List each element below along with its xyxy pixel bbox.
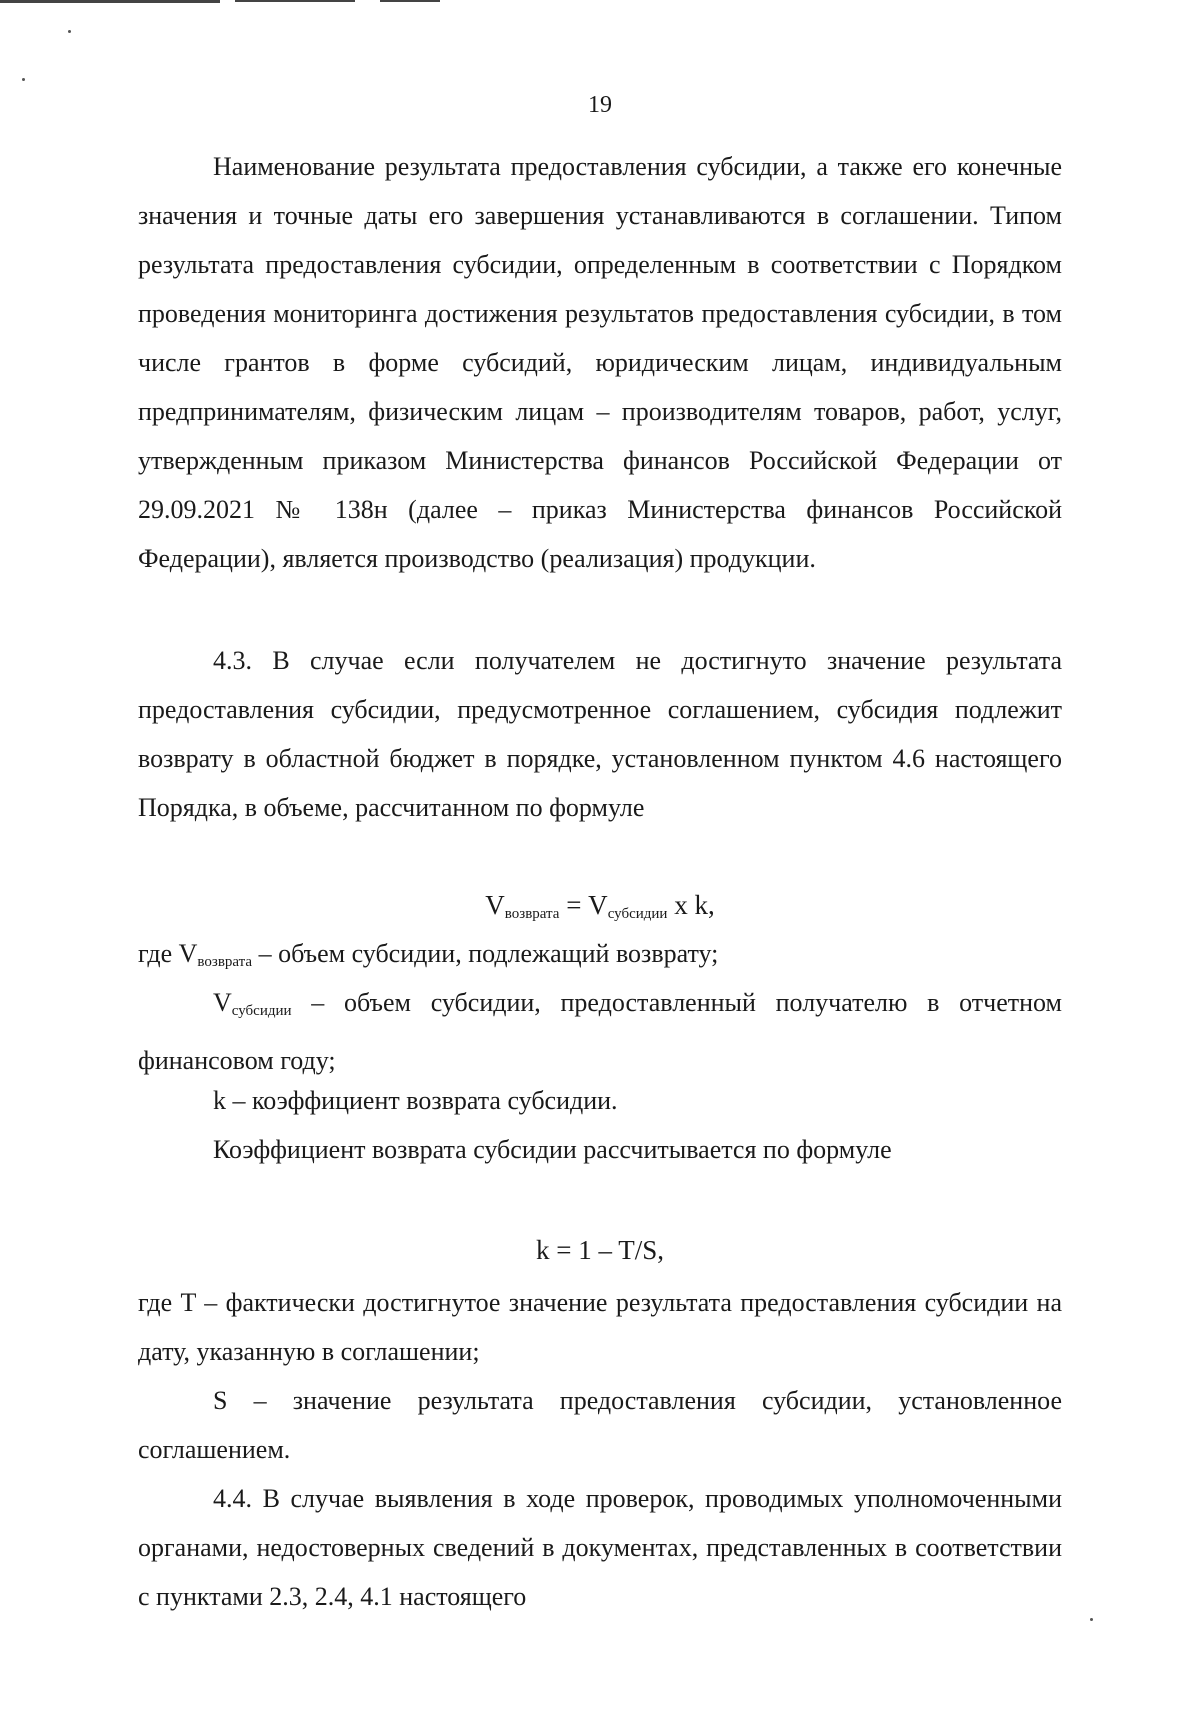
paragraph-result-name: Наименование результата предоставления субсидии, а также его конечные значения и точные даты его завершения устанавливаются в соглашении. Типом результата предоставления субсидии, определенным в соответствии с Порядком проведения мониторинга достижения результатов предоставления субсидии, в том числе грантов в форме субсидий, юридическим лицам, индивидуальным предпринимателям, физическим лицам – производителям товаров, работ, услуг, утвержденным приказом Министерства финансов Российской Федерации от 29.09.2021 № 138н (далее – приказ Министерства финансов Российской Федерации), является производство (реализация) продукции. bbox=[138, 152, 1062, 573]
definition-t: где T – фактически достигнутое значение результата предоставления субсидии на дату, указанную в соглашении; bbox=[138, 1288, 1062, 1366]
scan-edge-line bbox=[380, 0, 440, 2]
paragraph-4-3: 4.3. В случае если получателем не достигнуто значение результата предоставления субсидии, предусмотренное соглашением, субсидия подлежит возврату в областной бюджет в порядке, установленном пунктом 4.6 настоящего Порядка, в объеме, рассчитанном по формуле bbox=[138, 646, 1062, 822]
paragraph-coefficient: Коэффициент возврата субсидии рассчитывается по формуле bbox=[213, 1135, 892, 1164]
formula-coefficient: k = 1 – T/S, bbox=[536, 1235, 664, 1265]
definition-s: S – значение результата предоставления субсидии, установленное соглашением. bbox=[138, 1386, 1062, 1464]
scan-speck bbox=[1090, 1618, 1093, 1621]
paragraph-4-4: 4.4. В случае выявления в ходе проверок, проводимых уполномоченными органами, недостоверных сведений в документах, представленных в соответствии с пунктами 2.3, 2.4, 4.1 настоящего bbox=[138, 1484, 1062, 1611]
scan-speck bbox=[68, 30, 71, 33]
page-number: 19 bbox=[588, 92, 612, 118]
definition-v-refund: где $V_{возврата}$ – объем субсидии, подлежащий возврату; bbox=[138, 939, 719, 970]
formula-refund-volume: $V_{возврата} = V_{субсидии}$ x k, bbox=[485, 890, 715, 922]
scan-edge-line bbox=[0, 0, 220, 3]
definition-v-subsidy: $V_{субсидии}$ – объем субсидии, предоставленный получателю в отчетном финансовом году; bbox=[138, 988, 1062, 1075]
definition-k: k – коэффициент возврата субсидии. bbox=[213, 1086, 618, 1115]
scan-edge-line bbox=[235, 0, 355, 2]
scan-speck bbox=[22, 78, 25, 81]
